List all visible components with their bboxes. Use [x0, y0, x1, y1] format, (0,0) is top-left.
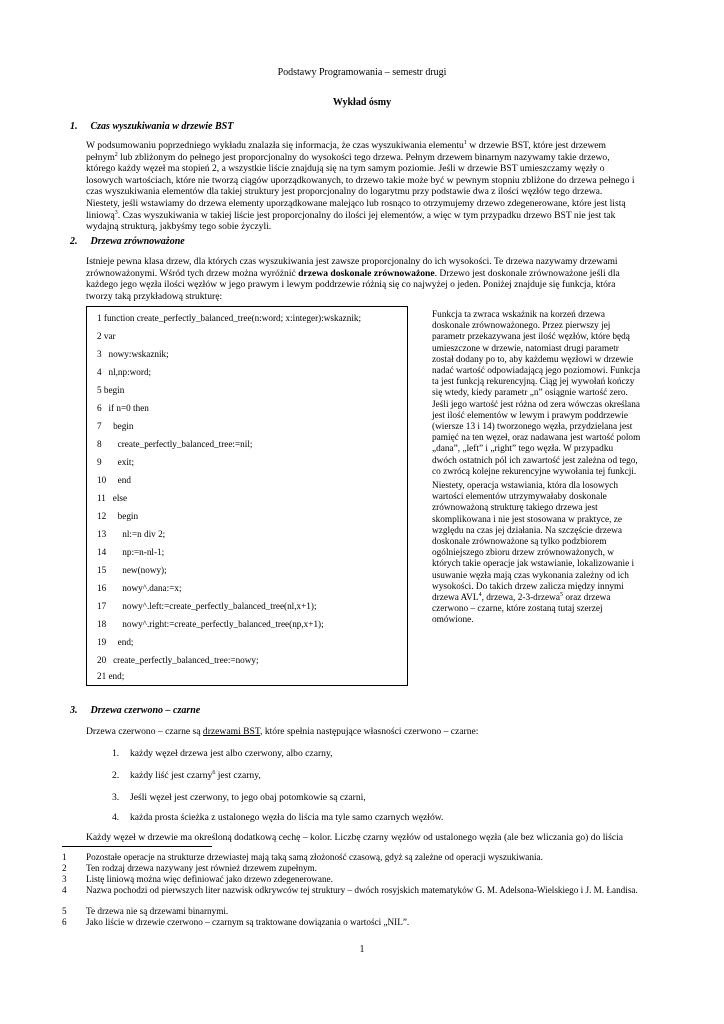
code-line: 8 create_perfectly_balanced_tree:=nil; [97, 439, 253, 449]
footnote-ref: 6 [212, 769, 216, 776]
footnote-ref: 3 [114, 209, 118, 216]
text-line: wydajną strukturą, jakbyśmy tego sobie życzyli. [86, 221, 272, 233]
code-line: 4 nl,np:word; [97, 367, 152, 377]
footnote: 3 Listę liniową można więc definiować jako drzewo zdegenerowane. [62, 874, 333, 884]
text-line: doskonale zrównoważone są tylko podzbiorem [432, 537, 607, 548]
text-line: pełnym$^2$ lub zbliżonym do pełnego jest proporcjonalny do wysokości tego drzewa. Pełnym drzewem binarnym nazywamy takie drzewo, [86, 151, 610, 163]
code-line: 13 nl:=n div 2; [97, 529, 166, 539]
code-line: 17 nowy^.left:=create_perfectly_balanced_tree(nl,x+1); [97, 601, 317, 611]
footnote-separator [62, 846, 212, 847]
code-line: 19 end; [97, 637, 134, 647]
code-line: 6 if n=0 then [97, 403, 149, 413]
text-line: tworzy taką przykładową strukturę: [86, 290, 223, 302]
text-line: jest ilość elementów w lewym i prawym poddrzewie [432, 410, 628, 421]
section-2-paragraph [86, 256, 656, 302]
code-line: 3 nowy:wskaznik; [97, 349, 169, 359]
text-line: się wtedy, kiedy parametr „n” osiągnie wartość zero. [432, 388, 628, 399]
footnote: 4 Nazwa pochodzi od pierwszych liter nazwisk odkrywców tej struktury – dwóch rosyjskich matematyków G. M. Adelsona-Wielskiego i J. M. Łandisa. [62, 885, 638, 895]
page-header: Podstawy Programowania – semestr drugi [277, 67, 447, 78]
section-number: 2. [70, 236, 78, 247]
text-line: doskonale zrównoważonego. Przez pierwszy jej [432, 321, 611, 332]
footnote: 2 Ten rodzaj drzewa nazywany jest również drzewem zupełnym. [62, 863, 317, 873]
text-line: co zwrócą kolejne rekurencyjne wywołania tej funkcji. [432, 466, 637, 477]
code-line: 9 exit; [97, 457, 135, 467]
footnote-ref: 5 [560, 591, 564, 598]
section-number: 1. [70, 121, 78, 132]
text-line: pamięć na ten węzeł, oraz nadawana jest wartość polom [432, 433, 641, 444]
text-line: ta jest funkcją rekurencyjną. Ciąg jej wywołań kończy [432, 377, 635, 388]
list-item: 1. każdy węzeł drzewa jest albo czerwony, albo czarny, [112, 748, 333, 759]
section-heading-2 [70, 236, 185, 247]
text-line: każdego jego węzła ilości węzłów w jego prawym i lewym poddrzewie różnią się co najwyżej o jeden. Poniżej znajduje się funkcja, która [86, 279, 616, 291]
text-line: którego każdy węzeł ma stopień 2, a wszystkie liście znajdują się na tym samym poziomie. Jeśli w drzewie BST umieszczamy węzły o [86, 163, 605, 175]
text-line: wysokości. Do takich drzew zalicza między innymi [432, 581, 624, 592]
list-item: 4. każda prosta ścieżka z ustalonego węzła do liścia ma tyle samo czarnych węzłów. [112, 812, 444, 823]
text-line: Istnieje pewna klasa drzew, dla których czas wyszukiwania jest zawsze proporcjonalny do ich wysokości. Te drzewa nazywamy drzewami [86, 256, 618, 267]
text-line: czas wyszukiwania elementów dla takiej struktury jest proporcjonalny do logarytmu przy podstawie dwa z ilości węzłów tego drzewa. [86, 186, 603, 198]
footnote: 6 Jako liście w drzewie czerwono – czarnym są traktowane dowiązania o wartości „NIL”. [62, 917, 410, 927]
footnote-ref: 1 [463, 139, 467, 146]
text-line: Jeśli jego wartość jest różna od zera wówczas określana [432, 399, 641, 410]
text-line: Niestety, jeśli wstawiamy do drzewa elementy uporządkowane malejąco lub rosnąco to otrzymujemy drzewo zdegenerowane, które jest listą [86, 197, 626, 209]
code-line: 21 end; [97, 671, 125, 681]
code-line: 14 np:=n-nl-1; [97, 547, 165, 557]
lecture-title: Wykład ósmy [332, 97, 392, 108]
text-line: liniową$^3$. Czas wyszukiwania w takiej liście jest proporcjonalny do ilości jej elementów, a więc w tym przypadku drzewo BST nie jest tak [86, 209, 616, 221]
side-paragraph-2 [432, 481, 656, 627]
text-line: czerwono – czarne, które zostaną tutaj szerzej [432, 604, 603, 615]
code-line: 16 nowy^.dana:=x; [97, 583, 182, 593]
footnote: 1 Pozostałe operacje na strukturze drzewiastej mają taką samą złożoność czasową, gdyż są zależne od operacji wyszukiwania. [62, 852, 543, 862]
text-line: W podsumowaniu poprzedniego wykładu znalazła się informacja, że czas wyszukiwania elementu$^1$ w drzewie BST, które jest drzewem [86, 139, 606, 151]
code-line: 5 begin [97, 385, 125, 395]
text-line: skomplikowana i nie jest stosowana w praktyce, ze [432, 514, 623, 525]
text-line: parametr przekazywana jest ilość węzłów, które będą [432, 332, 630, 343]
code-line: 15 new(nowy); [97, 565, 167, 575]
text-line: nadać wartość odpowiadającą jego poziomowi. Funkcja [432, 366, 641, 377]
text-line: których takie operacje jak wstawianie, lokalizowanie i [432, 559, 635, 570]
section-title: Drzewa zrównoważone [90, 236, 185, 247]
underlined-term: drzewami BST [202, 726, 261, 737]
section-3-intro: Drzewa czerwono – czarne są drzewami BST, które spełnia następujące własności czerwono – czarne: [86, 726, 479, 737]
section-number: 3. [70, 705, 78, 716]
footnote-ref: 4 [478, 591, 482, 598]
list-item: 3. Jeśli węzeł jest czerwony, to jego obaj potomkowie są czarni, [112, 792, 366, 803]
text-line: (wiersze 13 i 14) tworzonego węzła, przydzielana jest [432, 422, 633, 433]
text-line: został dodany po to, aby każdemu węzłowi w drzewie [432, 354, 634, 365]
text-line: umieszczone w drzewie, natomiast drugi parametr [432, 343, 619, 354]
section-3-continued: Każdy węzeł w drzewie ma określoną dodatkową cechę – kolor. Liczbę czarny węzłów od ustalonego węzła (ale bez wliczania go) do liścia [86, 832, 624, 843]
section-1-paragraph [86, 140, 656, 233]
code-line: 12 begin [97, 511, 139, 521]
code-line: 18 nowy^.right:=create_perfectly_balanced_tree(np,x+1); [97, 619, 324, 629]
footnote-ref: 2 [114, 151, 118, 158]
text-line: „dana”, „left” i „right” tego węzła. W przypadku [432, 444, 614, 455]
code-line: 11 else [97, 493, 128, 503]
code-line: 20 create_perfectly_balanced_tree:=nowy; [97, 655, 259, 665]
text-line: drzewa AVL$^4$, drzewa, 2-3-drzewa$^5$ oraz drzewa [432, 591, 611, 604]
text-line: usuwanie węzła mają czas wykonania zależny od ich [432, 570, 629, 581]
bold-term: drzewa doskonale zrównoważone [298, 267, 435, 279]
code-line: 1 function create_perfectly_balanced_tree(n:word; x:integer):wskaznik; [97, 313, 362, 323]
section-heading-3 [70, 705, 200, 716]
text-line: zrównoważoną strukturę takiego drzewa jest [432, 503, 598, 514]
section-heading-1 [70, 121, 233, 132]
code-line: 2 var [97, 331, 116, 341]
text-line: wartości elementów utrzymywałaby doskonale [432, 492, 607, 503]
side-paragraph-1 [432, 310, 656, 478]
text-line: zrównoważonymi. Wśród tych drzew można wyróżnić drzewa doskonale zrównoważone. Drzewo jest doskonale zrównoważone jeśli dla [86, 267, 620, 279]
text-line: dwóch ostatnich pól ich zawartość jest zależna od tego, [432, 455, 638, 466]
text-line: Niestety, operacja wstawiania, która dla losowych [432, 481, 619, 491]
text-line: omówione. [432, 615, 474, 626]
footnote: 5 Te drzewa nie są drzewami binarnymi. [62, 906, 229, 916]
code-line: 7 begin [97, 421, 134, 431]
text-line: losowych wartościach, które nie tworzą ciągów uporządkowanych, to drzewo takie może być w pewnym stopniu zbliżone do drzewa pełnego i [86, 174, 635, 186]
text-line: ogólniejszego zbioru drzew zrównoważonych, w [432, 548, 615, 559]
code-line: 10 end [97, 475, 131, 485]
section-title: Drzewa czerwono – czarne [90, 705, 201, 716]
list-item: 2. każdy liść jest czarny$^6$ jest czarny, [112, 769, 261, 781]
section-title: Czas wyszukiwania w drzewie BST [90, 121, 234, 132]
text-line: Funkcja ta zwraca wskaźnik na korzeń drzewa [432, 310, 605, 320]
page-number: 1 [359, 944, 365, 955]
text-line: względu na czas jej działania. Na szczęście drzewa [432, 525, 622, 536]
code-listing-box [86, 306, 408, 686]
